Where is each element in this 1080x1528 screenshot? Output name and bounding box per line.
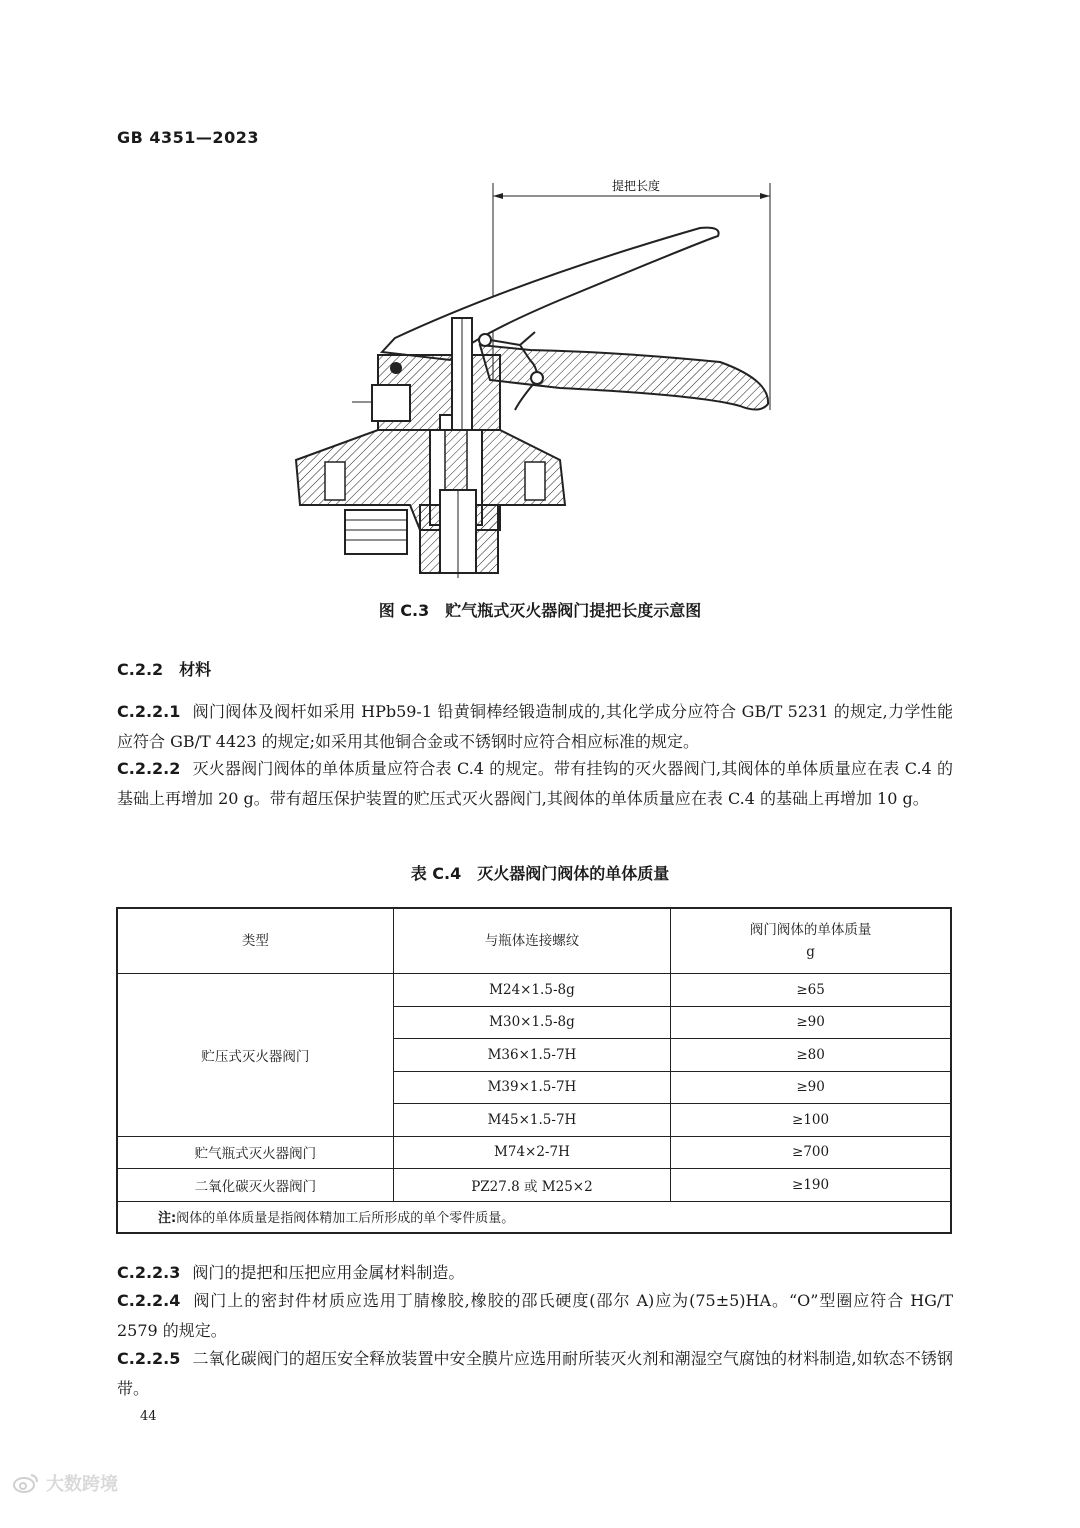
table-row: [117, 974, 951, 1007]
watermark-text: 大数跨境: [46, 1474, 118, 1495]
mass-cell: ≥700: [671, 1136, 951, 1169]
mass-cell: ≥100: [671, 1104, 951, 1137]
table-row: [117, 1136, 951, 1169]
mass-cell: ≥190: [671, 1169, 951, 1202]
clause-number: C.2.2.2: [117, 759, 181, 778]
note-label: 注:: [158, 1211, 177, 1226]
group-co2: 二氧化碳灭火器阀门: [117, 1169, 393, 1202]
thread-cell: M36×1.5-7H: [393, 1039, 670, 1072]
table-row: [117, 1169, 951, 1202]
thread-cell: M24×1.5-8g: [393, 974, 670, 1007]
paragraph-c2-2-1: [117, 697, 953, 757]
valve-diagram: [280, 170, 790, 580]
section-title: C.2.2 材料: [117, 660, 212, 679]
group-cartridge: 贮气瓶式灭火器阀门: [117, 1136, 393, 1169]
table-header-row: [117, 908, 951, 974]
paragraph-c2-2-4: [117, 1286, 953, 1346]
table-note: [117, 1201, 951, 1233]
clause-text: 二氧化碳阀门的超压安全释放装置中安全膜片应选用耐所装灭火剂和潮湿空气腐蚀的材料制造,如软态不锈钢带。: [117, 1349, 953, 1398]
table-caption: 表 C.4 灭火器阀门阀体的单体质量: [410, 864, 670, 883]
clause-text: 阀门阀体及阀杆如采用 HPb59-1 铅黄铜棒经锻造制成的,其化学成分应符合 GB/T 5231 的规定,力学性能应符合 GB/T 4423 的规定;如采用其他铜合金或不锈钢时应符合相应标准的规定。: [117, 702, 953, 751]
clause-number: C.2.2.1: [117, 702, 181, 721]
clause-text: 阀门上的密封件材质应选用丁腈橡胶,橡胶的邵氏硬度(邵尔 A)应为(75±5)HA。“O”型圈应符合 HG/T 2579 的规定。: [117, 1291, 953, 1340]
figure-caption: 图 C.3 贮气瓶式灭火器阀门提把长度示意图: [378, 601, 702, 620]
clause-number: C.2.2.3: [117, 1263, 181, 1282]
lower-handle: [480, 345, 768, 410]
mass-cell: ≥90: [671, 1006, 951, 1039]
left-connector: [345, 510, 407, 554]
thread-cell: M45×1.5-7H: [393, 1104, 670, 1137]
clause-number: C.2.2.5: [117, 1349, 181, 1368]
thread-cell: M74×2-7H: [393, 1136, 670, 1169]
group-stored-pressure: 贮压式灭火器阀门: [117, 974, 393, 1137]
paragraph-c2-2-3: [117, 1258, 953, 1288]
upper-lever: [382, 228, 719, 360]
mass-cell: ≥80: [671, 1039, 951, 1072]
header-mass-unit: g: [806, 944, 815, 960]
clause-text: 灭火器阀门阀体的单体质量应符合表 C.4 的规定。带有挂钩的灭火器阀门,其阀体的单体质量应在表 C.4 的基础上再增加 20 g。带有超压保护装置的贮压式灭火器阀门,其阀体的单体质量应在表 C.4 的基础上再增加 10 g。: [117, 759, 953, 808]
weibo-logo-icon: [12, 1471, 40, 1495]
header-mass: [671, 908, 951, 974]
header-mass-label: 阀门阀体的单体质量: [749, 922, 872, 938]
paragraph-c2-2-5: [117, 1344, 953, 1404]
standard-code: GB 4351—2023: [117, 128, 259, 147]
paragraph-c2-2-2: [117, 754, 953, 814]
header-type: 类型: [117, 908, 393, 974]
thread-cell: PZ27.8 或 M25×2: [393, 1169, 670, 1202]
watermark: [12, 1470, 118, 1496]
mass-cell: ≥90: [671, 1071, 951, 1104]
thread-cell: M39×1.5-7H: [393, 1071, 670, 1104]
page-number: 44: [140, 1409, 157, 1424]
outlet-port: [372, 385, 410, 421]
dimension-label: 提把长度: [611, 179, 661, 193]
mass-cell: ≥65: [671, 974, 951, 1007]
thread-cell: M30×1.5-8g: [393, 1006, 670, 1039]
clause-number: C.2.2.4: [117, 1291, 181, 1310]
clause-text: 阀门的提把和压把应用金属材料制造。: [192, 1263, 465, 1282]
table-note-row: [117, 1201, 951, 1233]
pivot-pin: [390, 362, 402, 374]
note-text: 阀体的单体质量是指阀体精加工后所形成的单个零件质量。: [176, 1211, 515, 1226]
valve-mass-table: [116, 907, 952, 1234]
header-thread: 与瓶体连接螺纹: [393, 908, 670, 974]
